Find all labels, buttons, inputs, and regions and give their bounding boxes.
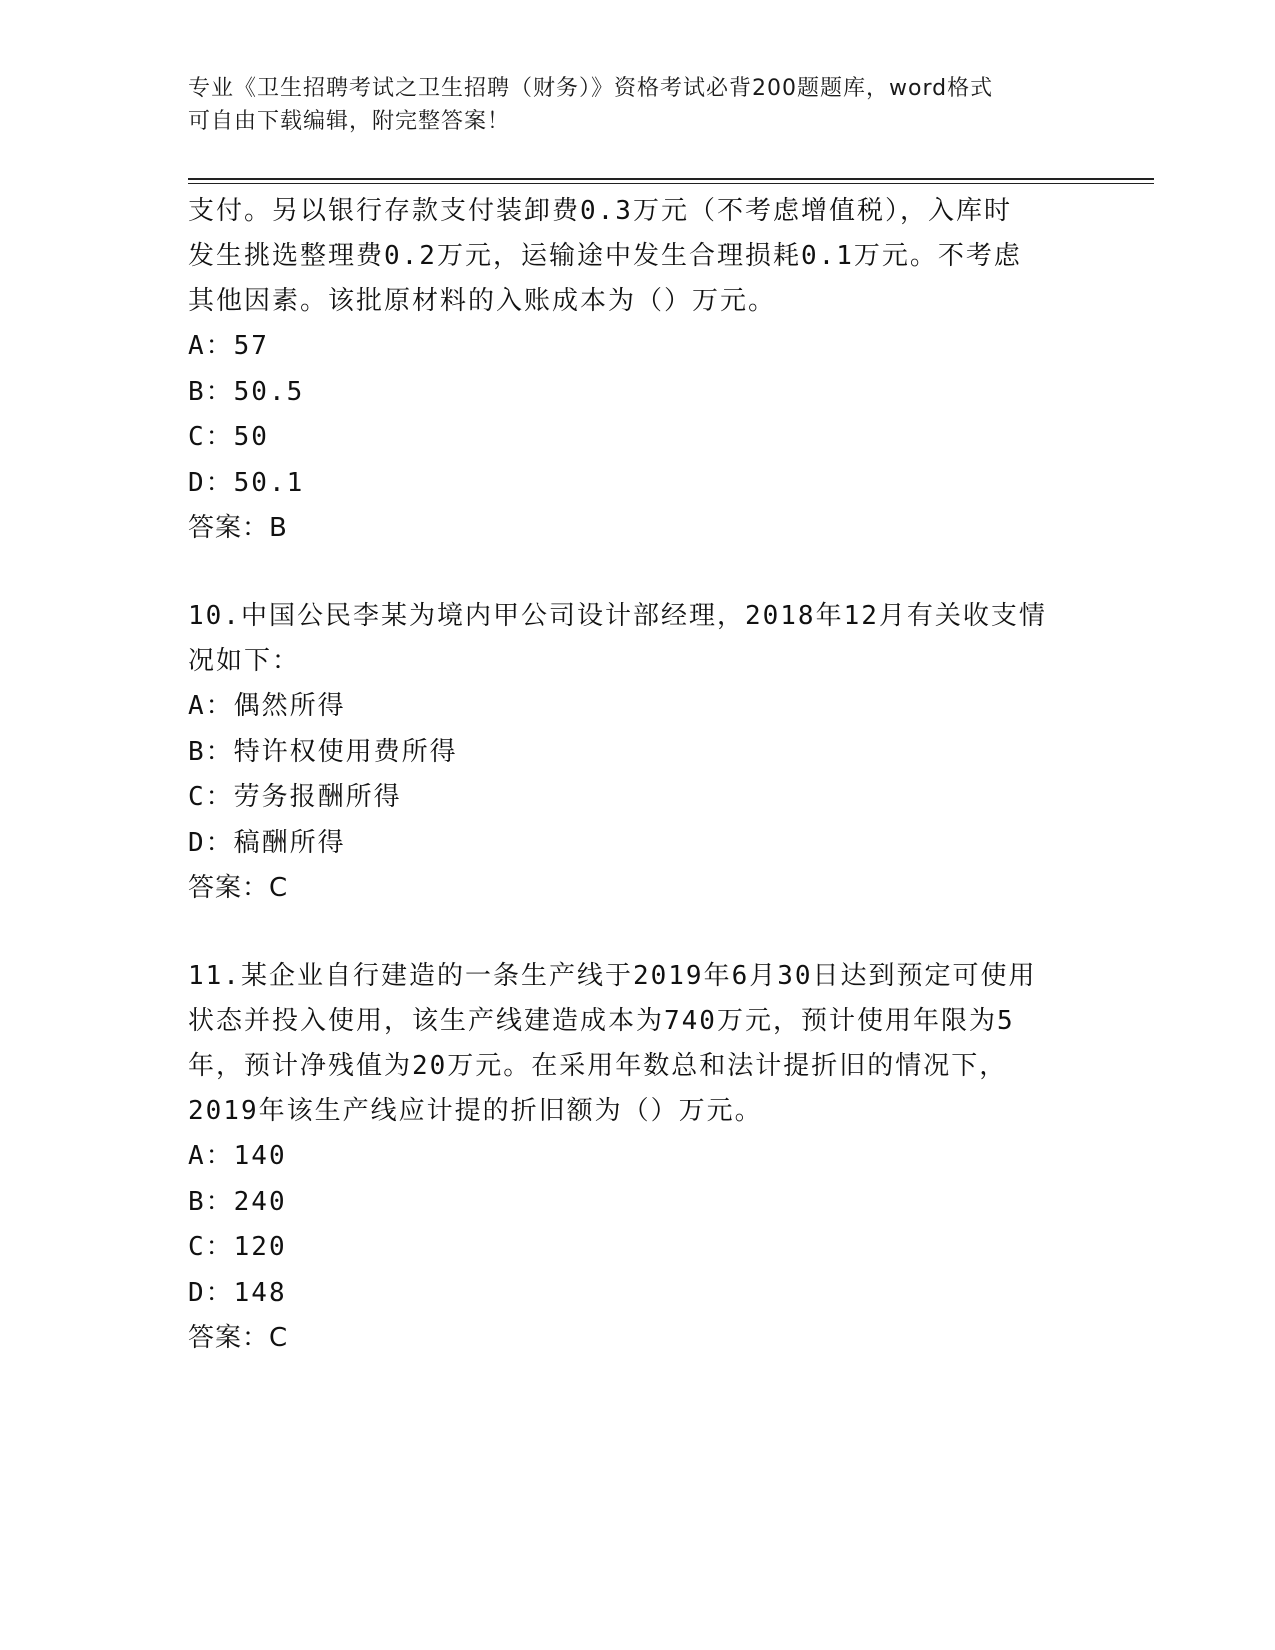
question-stem-line: 况如下： bbox=[188, 646, 301, 676]
header-divider-thick bbox=[188, 178, 1154, 180]
answer-line: 答案：B bbox=[188, 513, 288, 543]
question-spacer bbox=[188, 911, 1088, 954]
option-a: A：57 bbox=[188, 331, 269, 361]
question-stem-line: 年，预计净残值为20万元。在采用年数总和法计提折旧的情况下， bbox=[188, 1051, 1008, 1081]
question-stem-line: 其他因素。该批原材料的入账成本为（）万元。 bbox=[188, 286, 777, 316]
question-spacer bbox=[188, 551, 1088, 594]
document-header bbox=[188, 72, 1068, 138]
option-b: B：240 bbox=[188, 1186, 287, 1217]
question-list bbox=[188, 189, 1088, 1361]
option-b: B：50.5 bbox=[188, 376, 305, 407]
question-stem-line: 2019年该生产线应计提的折旧额为（）万元。 bbox=[188, 1096, 763, 1126]
question-stem-line: 状态并投入使用，该生产线建造成本为740万元，预计使用年限为5 bbox=[188, 1006, 1015, 1036]
question-stem-line: 10.中国公民李某为境内甲公司设计部经理，2018年12月有关收支情 bbox=[188, 601, 1047, 631]
option-a: A：偶然所得 bbox=[188, 691, 346, 721]
option-d: D：稿酬所得 bbox=[188, 827, 346, 858]
option-d: D：148 bbox=[188, 1277, 287, 1308]
header-title-line-1: 专业《卫生招聘考试之卫生招聘（财务）》资格考试必背200题题库，word格式 bbox=[188, 76, 994, 101]
option-d: D：50.1 bbox=[188, 467, 305, 498]
header-title-line-2: 可自由下载编辑，附完整答案！ bbox=[188, 109, 511, 134]
question-stem-line: 发生挑选整理费0.2万元，运输途中发生合理损耗0.1万元。不考虑 bbox=[188, 241, 1022, 271]
question-10 bbox=[188, 594, 1088, 911]
question-stem-line: 11.某企业自行建造的一条生产线于2019年6月30日达到预定可使用 bbox=[188, 961, 1037, 991]
question-11 bbox=[188, 954, 1088, 1361]
answer-line: 答案：C bbox=[188, 873, 289, 903]
question-9 bbox=[188, 189, 1088, 551]
option-c: C：120 bbox=[188, 1232, 287, 1262]
option-b: B：特许权使用费所得 bbox=[188, 736, 458, 767]
answer-line: 答案：C bbox=[188, 1323, 289, 1353]
header-divider-thin bbox=[188, 183, 1154, 184]
option-a: A：140 bbox=[188, 1141, 287, 1171]
option-c: C：劳务报酬所得 bbox=[188, 782, 402, 812]
option-c: C：50 bbox=[188, 422, 269, 452]
question-stem-line: 支付。另以银行存款支付装卸费0.3万元（不考虑增值税），入库时 bbox=[188, 196, 1012, 226]
